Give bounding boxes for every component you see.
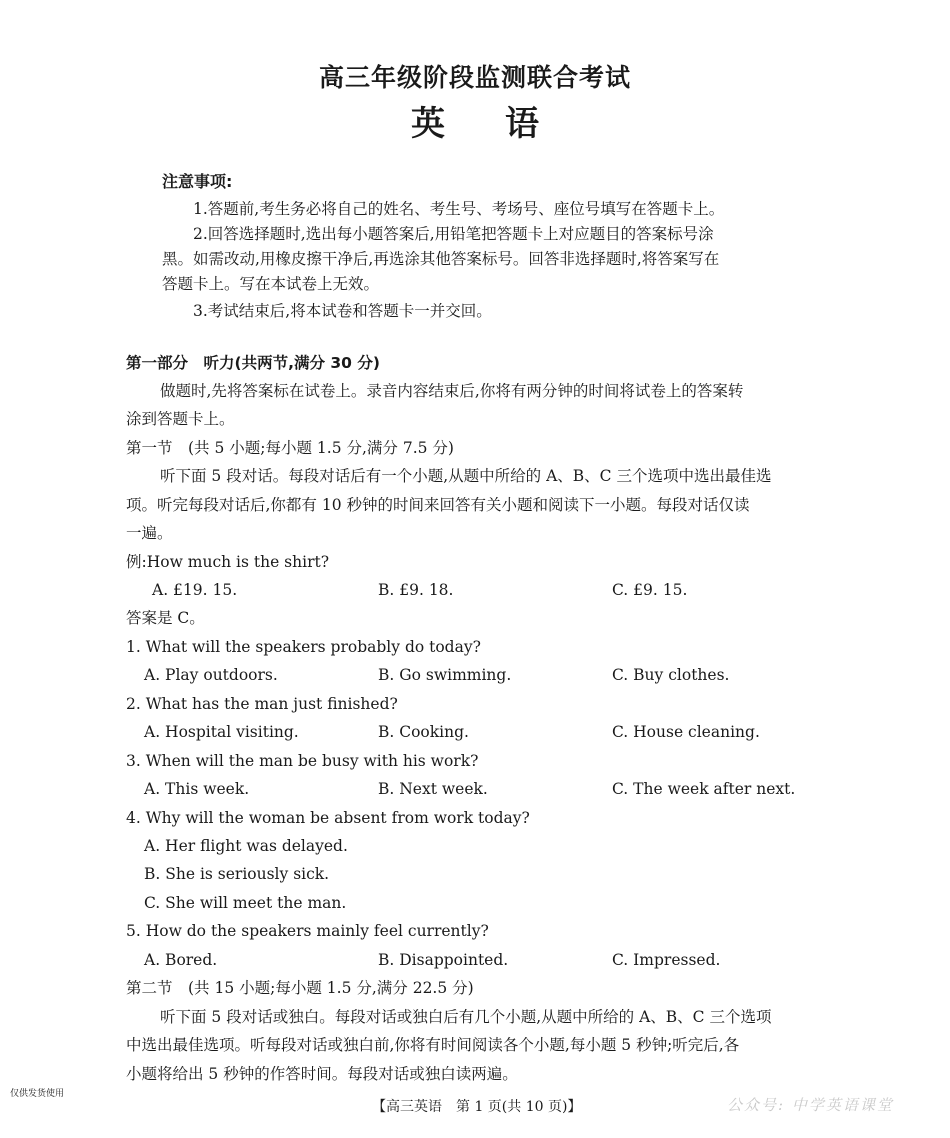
example-question: 例:How much is the shirt? (126, 553, 330, 571)
page-number-label: 【高三英语 第 1 页(共 10 页)】 (372, 1099, 582, 1115)
q4-option-c: C. She will meet the man. (144, 894, 347, 912)
example-option-c: C. £9. 15. (612, 581, 688, 599)
notice-item-2-line-3: 答题卡上。写在本试卷上无效。 (162, 275, 380, 293)
section2-instr-line-2: 中选出最佳选项。听每段对话或独白前,你将有时间阅读各个小题,每小题 5 秒钟;听完后,各 (126, 1036, 740, 1054)
notice-item-1: 1.答题前,考生务必将自己的姓名、考生号、考场号、座位号填写在答题卡上。 (193, 200, 725, 218)
q5-option-c: C. Impressed. (612, 951, 721, 969)
example-option-a: A. £19. 15. (152, 581, 238, 599)
section2-instr-line-1: 听下面 5 段对话或独白。每段对话或独白后有几个小题,从题中所给的 A、B、C 三个选项 (160, 1008, 772, 1026)
section1-instr-line-2: 项。听完每段对话后,你都有 10 秒钟的时间来回答有关小题和阅读下一小题。每段对话仅读 (126, 496, 750, 514)
subject-title: 英语 (411, 104, 599, 144)
shipping-note: 仅供发货使用 (10, 1089, 65, 1099)
q3-option-a: A. This week. (144, 780, 250, 798)
notice-item-2-line-1: 2.回答选择题时,选出每小题答案后,用铅笔把答题卡上对应题目的答案标号涂 (193, 225, 714, 243)
question-5: 5. How do the speakers mainly feel currently? (126, 922, 489, 940)
example-option-b: B. £9. 18. (378, 581, 454, 599)
section1-instr-line-1: 听下面 5 段对话。每段对话后有一个小题,从题中所给的 A、B、C 三个选项中选出最佳选 (160, 467, 772, 485)
q2-option-c: C. House cleaning. (612, 723, 760, 741)
section2-heading: 第二节 (共 15 小题;每小题 1.5 分,满分 22.5 分) (126, 979, 474, 997)
section2-instr-line-3: 小题将给出 5 秒钟的作答时间。每段对话或独白读两遍。 (126, 1065, 518, 1083)
q3-option-c: C. The week after next. (612, 780, 796, 798)
q5-option-b: B. Disappointed. (378, 951, 509, 969)
notice-item-2-line-2: 黑。如需改动,用橡皮擦干净后,再选涂其他答案标号。回答非选择题时,将答案写在 (162, 250, 720, 268)
exam-title: 高三年级阶段监测联合考试 (318, 63, 631, 92)
section1-instr-line-3: 一遍。 (126, 524, 173, 542)
q1-option-a: A. Play outdoors. (144, 666, 278, 684)
question-2: 2. What has the man just finished? (126, 695, 398, 713)
q3-option-b: B. Next week. (378, 780, 488, 798)
part1-intro-line-2: 涂到答题卡上。 (126, 410, 235, 428)
q2-option-b: B. Cooking. (378, 723, 469, 741)
question-4: 4. Why will the woman be absent from work today? (126, 809, 530, 827)
part1-intro-line-1: 做题时,先将答案标在试卷上。录音内容结束后,你将有两分钟的时间将试卷上的答案转 (160, 382, 744, 400)
part1-heading: 第一部分 听力(共两节,满分 30 分) (126, 354, 380, 372)
notice-heading: 注意事项: (162, 172, 233, 191)
question-1: 1. What will the speakers probably do today? (126, 638, 481, 656)
q2-option-a: A. Hospital visiting. (144, 723, 299, 741)
section1-heading: 第一节 (共 5 小题;每小题 1.5 分,满分 7.5 分) (126, 439, 454, 457)
q1-option-b: B. Go swimming. (378, 666, 512, 684)
q4-option-a: A. Her flight was delayed. (144, 837, 348, 855)
example-answer: 答案是 C。 (126, 609, 205, 627)
question-3: 3. When will the man be busy with his work? (126, 752, 479, 770)
q5-option-a: A. Bored. (144, 951, 218, 969)
notice-item-3: 3.考试结束后,将本试卷和答题卡一并交回。 (193, 302, 492, 320)
watermark: 公众号: 中学英语课堂 (727, 1096, 894, 1114)
q1-option-c: C. Buy clothes. (612, 666, 730, 684)
q4-option-b: B. She is seriously sick. (144, 865, 330, 883)
